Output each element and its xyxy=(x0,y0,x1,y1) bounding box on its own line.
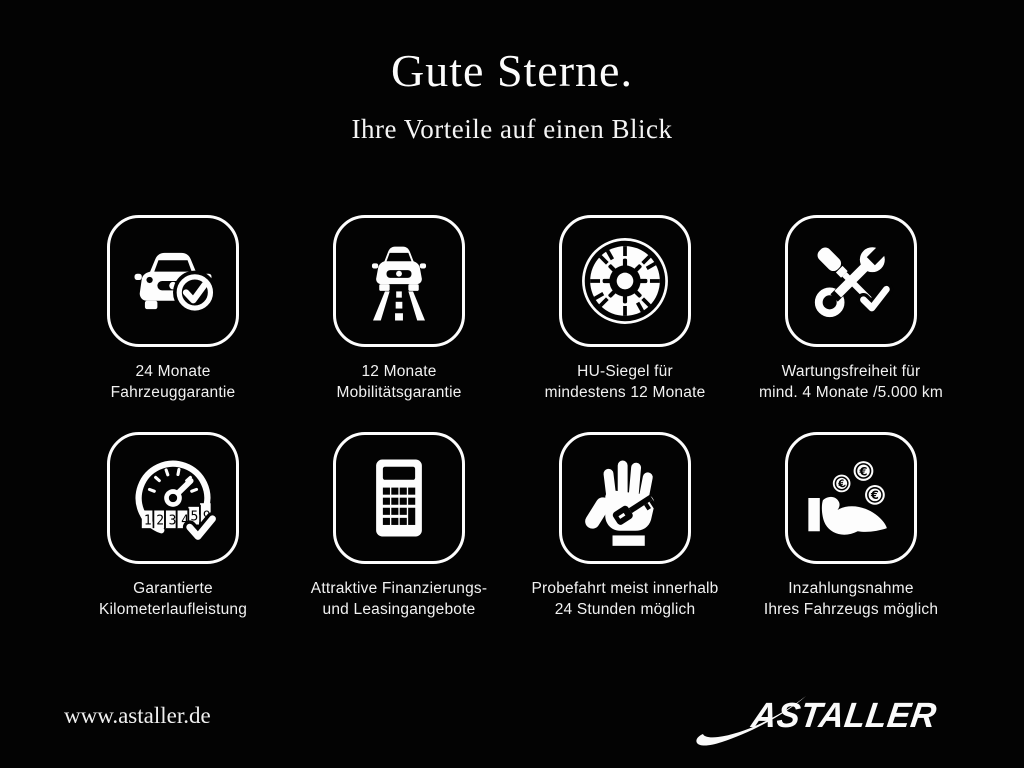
website-url: www.astaller.de xyxy=(64,703,211,728)
tools-check-icon xyxy=(785,215,917,347)
speedometer-odometer-icon xyxy=(107,432,239,564)
tile-caption: HU-Siegel für mindestens 12 Monate xyxy=(544,363,706,401)
tile-caption: Garantierte Kilometerlaufleistung xyxy=(98,580,248,618)
calculator-icon xyxy=(333,432,465,564)
tile-caption: Attraktive Finanzierungs- und Leasingangebote xyxy=(310,580,488,618)
euro-coin xyxy=(830,472,853,495)
tile-kilometerlaufleistung xyxy=(60,432,286,649)
tile-wartungsfreiheit xyxy=(738,215,964,432)
astaller-logo xyxy=(728,690,958,746)
tile-caption: Probefahrt meist innerhalb 24 Stunden möglich xyxy=(531,580,719,618)
inspection-seal-icon xyxy=(559,215,691,347)
tile-fahrzeuggarantie xyxy=(60,215,286,432)
car-warranty-check-icon xyxy=(107,215,239,347)
tile-hu-siegel xyxy=(512,215,738,432)
benefit-grid xyxy=(0,215,1024,649)
logo-text: ASTALLER xyxy=(749,696,939,735)
tile-caption: Wartungsfreiheit für mind. 4 Monate /5.000 km xyxy=(758,363,943,401)
odometer-digits-left: 1234 xyxy=(143,513,194,529)
page-subtitle: Ihre Vorteile auf einen Blick xyxy=(351,114,673,144)
tile-caption: 12 Monate Mobilitätsgarantie xyxy=(336,363,462,401)
odometer-digits-right: 59 xyxy=(190,509,216,525)
euro-symbol: € xyxy=(870,488,879,503)
tile-caption: Inzahlungsnahme Ihres Fahrzeugs möglich xyxy=(763,580,939,618)
hand-with-coins-icon xyxy=(785,432,917,564)
euro-coin xyxy=(865,485,885,505)
car-on-road-icon xyxy=(333,215,465,347)
tile-mobilitaetsgarantie xyxy=(286,215,512,432)
tile-inzahlungsnahme xyxy=(738,432,964,649)
hand-with-key-icon xyxy=(559,432,691,564)
euro-coin xyxy=(854,461,874,481)
tile-probefahrt xyxy=(512,432,738,649)
tile-caption: 24 Monate Fahrzeuggarantie xyxy=(110,363,236,401)
euro-symbol: € xyxy=(859,464,868,479)
euro-symbol: € xyxy=(836,477,848,492)
tile-finanzierung xyxy=(286,432,512,649)
page-title: Gute Sterne. xyxy=(391,45,633,96)
